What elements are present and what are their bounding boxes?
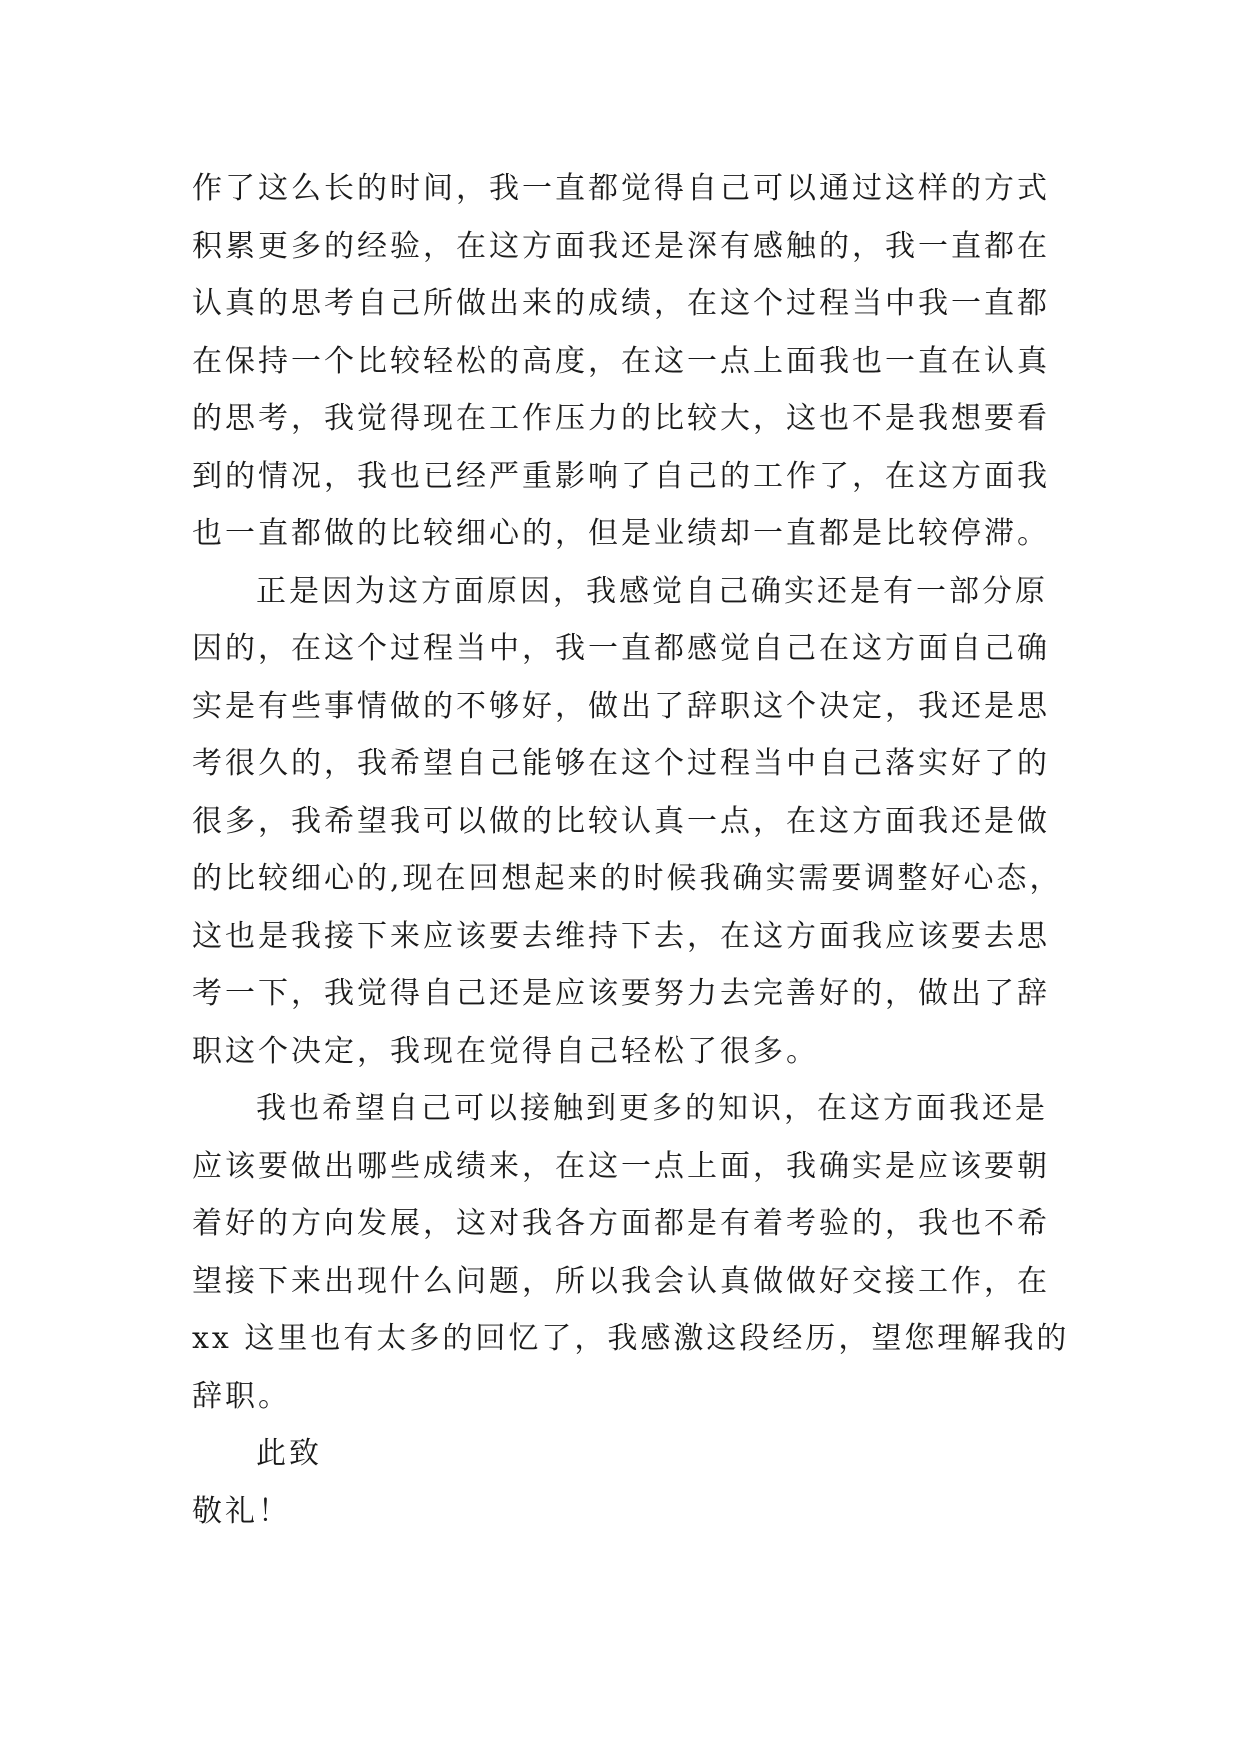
text-line: 到的情况，我也已经严重影响了自己的工作了，在这方面我: [192, 458, 1050, 494]
text-line: 应该要做出哪些成绩来，在这一点上面，我确实是应该要朝: [192, 1148, 1050, 1184]
text-line: 很多，我希望我可以做的比较认真一点，在这方面我还是做: [192, 803, 1050, 839]
text-line: 也一直都做的比较细心的，但是业绩却一直都是比较停滞。: [192, 516, 1050, 551]
paragraph-start-line: 我也希望自己可以接触到更多的知识，在这方面我还是: [256, 1091, 1048, 1126]
text-line: 因的，在这个过程当中，我一直都感觉自己在这方面自己确: [192, 631, 1050, 666]
text-line: 的思考，我觉得现在工作压力的比较大，这也不是我想要看: [192, 401, 1050, 436]
text-line: 作了这么长的时间，我一直都觉得自己可以通过这样的方式: [192, 171, 1050, 206]
paragraph-start-line: 正是因为这方面原因，我感觉自己确实还是有一部分原: [256, 573, 1048, 609]
closing-regards: 敬礼！: [192, 1493, 291, 1529]
text-line: 辞职。: [192, 1378, 291, 1414]
text-line: 这也是我接下来应该要去维持下去，在这方面我应该要去思: [192, 918, 1050, 954]
text-line: 认真的思考自己所做出来的成绩，在这个过程当中我一直都: [192, 286, 1050, 321]
text-line: 在保持一个比较轻松的高度，在这一点上面我也一直在认真: [192, 343, 1050, 379]
text-line: 考一下，我觉得自己还是应该要努力去完善好的，做出了辞: [192, 976, 1050, 1011]
text-line: 考很久的，我希望自己能够在这个过程当中自己落实好了的: [192, 746, 1050, 781]
letter-body: [192, 160, 1070, 1540]
text-line: xx 这里也有太多的回忆了，我感激这段经历，望您理解我的: [192, 1321, 1070, 1356]
text-line: 实是有些事情做的不够好，做出了辞职这个决定，我还是思: [192, 688, 1050, 724]
text-line: 着好的方向发展，这对我各方面都是有着考验的，我也不希: [192, 1206, 1050, 1241]
text-line: 积累更多的经验，在这方面我还是深有感触的，我一直都在: [192, 228, 1050, 264]
text-line: 的比较细心的,现在回想起来的时候我确实需要调整好心态，: [192, 861, 1063, 896]
text-line: 职这个决定，我现在觉得自己轻松了很多。: [192, 1033, 819, 1069]
closing-salutation: 此致: [256, 1436, 322, 1471]
text-line: 望接下来出现什么问题，所以我会认真做做好交接工作，在: [192, 1263, 1050, 1299]
